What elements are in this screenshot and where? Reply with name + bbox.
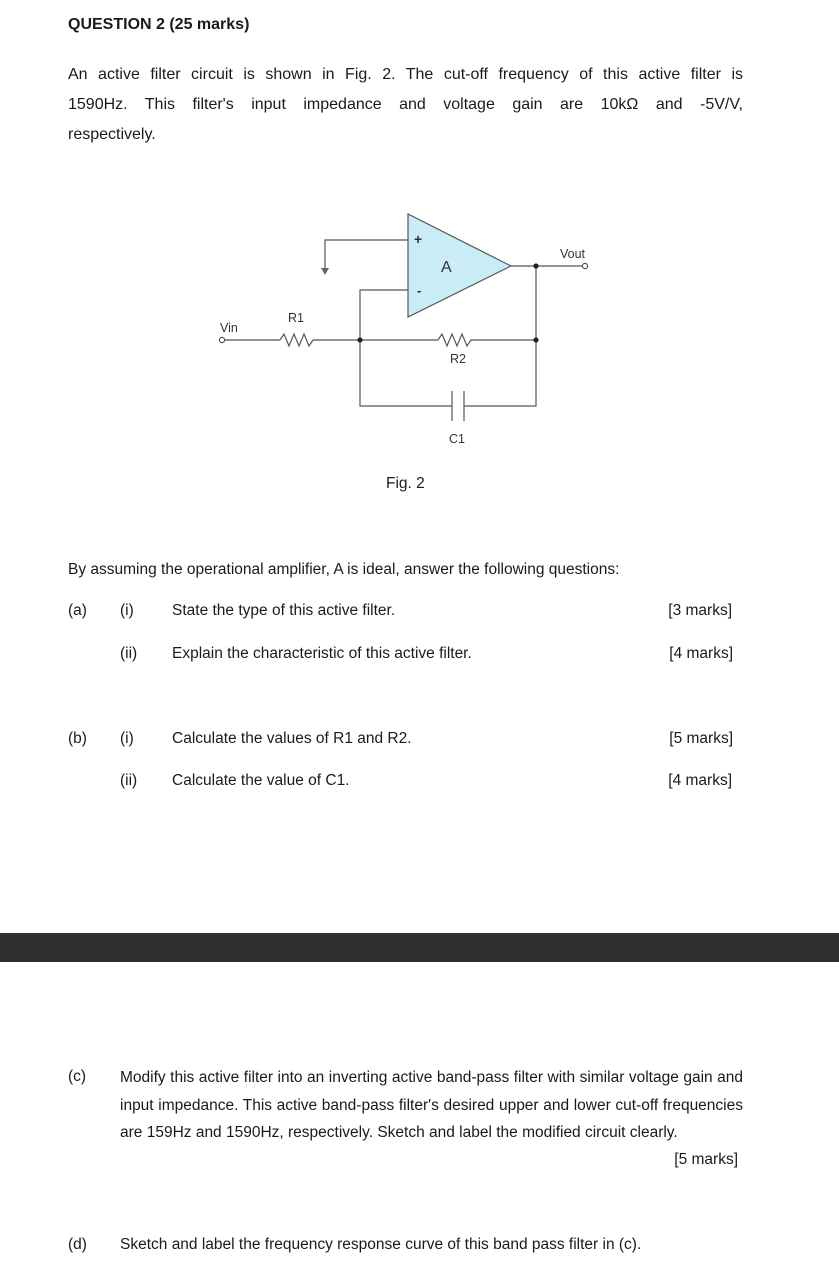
- opamp-minus-label: -: [417, 283, 422, 298]
- part-a-ii-label: (ii): [120, 645, 138, 662]
- vout-label: Vout: [560, 247, 586, 261]
- r1-zigzag: [280, 334, 313, 346]
- ground-icon: [321, 268, 329, 275]
- part-a-label: (a): [68, 602, 87, 619]
- part-a-i-marks: [3 marks]: [668, 602, 732, 619]
- part-d-text: Sketch and label the frequency response curve of this band pass filter in (c).: [120, 1236, 642, 1253]
- assumption-text: By assuming the operational amplifier, A is ideal, answer the following questions:: [68, 561, 620, 578]
- part-b-i-marks: [5 marks]: [669, 730, 733, 747]
- c1-label: C1: [449, 432, 465, 446]
- part-b-ii-label: (ii): [120, 772, 138, 789]
- part-a-ii-text: Explain the characteristic of this active filter.: [172, 645, 472, 662]
- question-heading: QUESTION 2 (25 marks): [68, 16, 250, 33]
- figure-caption: Fig. 2: [386, 475, 425, 492]
- part-b-i-label: (i): [120, 730, 134, 747]
- part-b-ii-marks: [4 marks]: [668, 772, 732, 789]
- part-b-label: (b): [68, 730, 87, 747]
- part-c-label: (c): [68, 1068, 87, 1085]
- part-c-marks: [5 marks]: [674, 1151, 738, 1168]
- r2-label: R2: [450, 352, 466, 366]
- intro-line-2: 1590Hz. This filter's input impedance and voltage gain are 10kΩ and -5V/V,: [68, 96, 743, 113]
- circuit-diagram: [200, 200, 620, 460]
- page-separator: [0, 933, 839, 962]
- part-b-ii-text: Calculate the value of C1.: [172, 772, 350, 789]
- vout-terminal: [582, 263, 587, 268]
- part-b-i-text: Calculate the values of R1 and R2.: [172, 730, 412, 747]
- part-c-text: Modify this active filter into an inverting active band-pass filter with similar voltage gain and input impedance. This active band-pass filter's desired upper and lower cut-off frequencies are 159Hz and 1590Hz, respectively. Sketch and label the modified circuit clearly.: [120, 1069, 743, 1141]
- part-a-i-label: (i): [120, 602, 134, 619]
- intro-line-3: respectively.: [68, 126, 156, 143]
- vin-terminal: [219, 337, 224, 342]
- intro-line-1: An active filter circuit is shown in Fig. 2. The cut-off frequency of this active filter is: [68, 66, 743, 83]
- r1-label: R1: [288, 311, 304, 325]
- opamp-triangle: [408, 214, 511, 317]
- vin-label: Vin: [220, 321, 238, 335]
- part-d-label: (d): [68, 1236, 87, 1253]
- opamp-plus-label: +: [414, 231, 423, 247]
- opamp-label: A: [441, 259, 452, 276]
- intro-paragraph: [68, 60, 743, 150]
- part-a-i-text: State the type of this active filter.: [172, 602, 396, 619]
- r2-zigzag: [438, 334, 471, 346]
- part-a-ii-marks: [4 marks]: [669, 645, 733, 662]
